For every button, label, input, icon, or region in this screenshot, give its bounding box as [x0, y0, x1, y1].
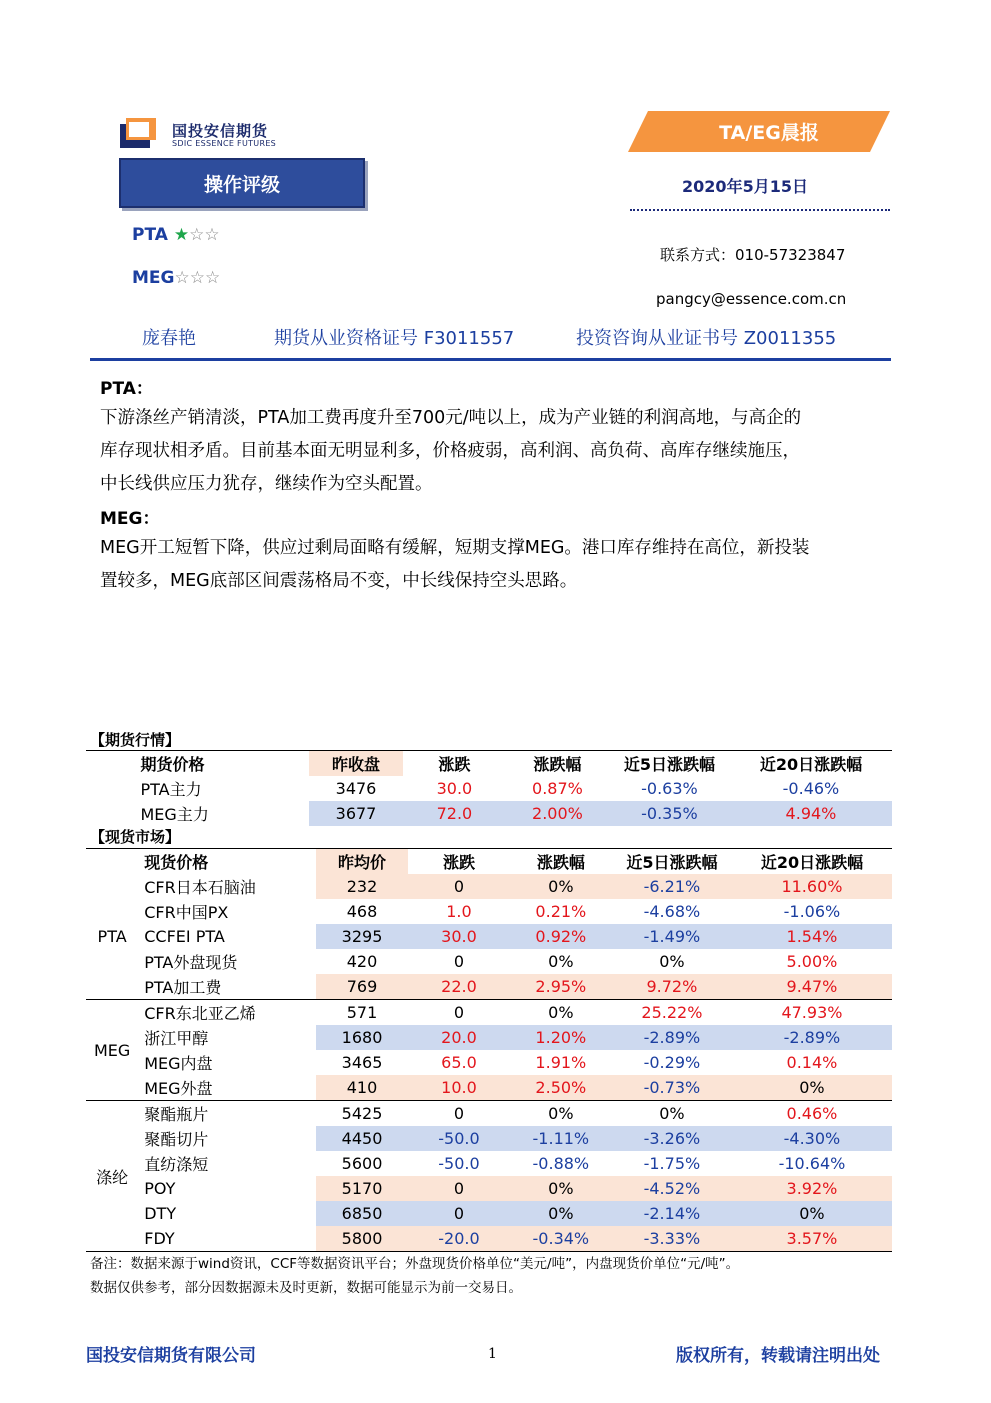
row-label: DTY: [144, 1204, 177, 1223]
value-cell: 9.72%: [612, 974, 732, 1000]
paragraph-line: MEG开工短暂下降，供应过剩局面略有缓解，短期支撑MEG。港口库存维持在高位，新投装: [100, 538, 810, 558]
column-header: 涨跌幅: [506, 751, 609, 777]
rating-meg-name: MEG: [132, 268, 175, 288]
value-cell: -2.14%: [612, 1201, 732, 1226]
table-header-row: [86, 751, 892, 777]
value-cell: 4450: [316, 1126, 408, 1151]
table-row: [86, 1126, 892, 1151]
category-label: 涤纶: [86, 1101, 138, 1252]
column-header: 涨跌: [408, 849, 510, 875]
value-cell: 0: [408, 1201, 510, 1226]
column-header: 涨跌幅: [510, 849, 612, 875]
spot-caption: 【现货市场】: [90, 828, 181, 846]
value-cell: 0.46%: [732, 1101, 892, 1127]
column-header: 涨跌: [403, 751, 506, 777]
value-cell: -3.33%: [612, 1226, 732, 1252]
value-cell: 3465: [341, 1053, 383, 1072]
column-header: 近5日涨跌幅: [609, 751, 730, 777]
table-header-row: [86, 849, 892, 875]
value-cell: 25.22%: [612, 1000, 732, 1026]
report-tag: [628, 111, 890, 152]
table-row: [86, 1075, 892, 1101]
row-label: FDY: [138, 1226, 316, 1252]
futures-table: [86, 750, 892, 826]
value-cell: 5425: [316, 1101, 408, 1127]
row-label: 直纺涤短: [144, 1155, 209, 1174]
table-row: [86, 1000, 892, 1026]
value-cell: 3677: [309, 801, 403, 826]
column-header: 近20日涨跌幅: [732, 849, 892, 875]
analyst-name: 庞春艳: [142, 328, 196, 349]
futures-caption: 【期货行情】: [90, 731, 181, 749]
value-cell: 232: [316, 874, 408, 899]
table-row: [86, 1151, 892, 1176]
column-header: 期货价格: [135, 751, 310, 777]
section-title-pta: PTA：: [100, 379, 153, 399]
value-cell: 2.95%: [510, 974, 612, 1000]
column-header: 现货价格: [138, 849, 316, 875]
report-tag-label: TA/EG晨报: [719, 122, 819, 144]
value-cell: -1.11%: [510, 1126, 612, 1151]
value-cell: 1680: [316, 1025, 408, 1050]
value-cell: 0%: [732, 1201, 892, 1226]
section-body-meg: [100, 532, 890, 598]
value-cell: 5.00%: [786, 952, 838, 971]
value-cell: 2.00%: [506, 801, 609, 826]
value-cell: 0: [408, 1101, 510, 1127]
value-cell: 3295: [316, 924, 408, 949]
value-cell: 2.50%: [510, 1075, 612, 1101]
row-label: CFR东北亚乙烯: [138, 1000, 316, 1026]
table-row: [86, 949, 892, 974]
value-cell: 769: [316, 974, 408, 1000]
value-cell: 0%: [510, 1176, 612, 1201]
value-cell: 0.87%: [532, 779, 583, 798]
contact-phone: 联系方式：010-57323847: [660, 246, 846, 264]
value-cell: 0: [408, 874, 510, 899]
table-row: [86, 801, 892, 826]
value-cell: 10.0: [408, 1075, 510, 1101]
value-cell: 1.91%: [535, 1053, 587, 1072]
value-cell: -2.89%: [732, 1025, 892, 1050]
rating-meg: [132, 268, 220, 288]
table-row: [86, 1101, 892, 1127]
value-cell: -2.89%: [612, 1025, 732, 1050]
logo-subtext: SDIC ESSENCE FUTURES: [172, 139, 277, 148]
value-cell: -3.26%: [612, 1126, 732, 1151]
value-cell: 3.92%: [732, 1176, 892, 1201]
rating-title-box: [119, 158, 365, 208]
value-cell: 72.0: [403, 801, 506, 826]
table-row: [86, 924, 892, 949]
header-blank: [86, 849, 138, 875]
value-cell: -10.64%: [778, 1154, 846, 1173]
note-line: 数据仅供参考，部分因数据源未及时更新，数据可能显示为前一交易日。: [90, 1280, 522, 1296]
category-blank: [86, 776, 135, 801]
table-row: [86, 874, 892, 899]
value-cell: -0.35%: [609, 801, 730, 826]
value-cell: -4.30%: [732, 1126, 892, 1151]
value-cell: -50.0: [438, 1154, 480, 1173]
value-cell: 0.92%: [510, 924, 612, 949]
footer-copyright: 版权所有，转载请注明出处: [676, 1346, 880, 1366]
value-cell: 30.0: [408, 924, 510, 949]
value-cell: 1.54%: [732, 924, 892, 949]
contact-email[interactable]: pangcy@essence.com.cn: [656, 290, 847, 308]
value-cell: 0%: [659, 952, 685, 971]
value-cell: 0: [408, 1176, 510, 1201]
value-cell: 4.94%: [730, 801, 892, 826]
table-row: [86, 1050, 892, 1075]
value-cell: -50.0: [408, 1126, 510, 1151]
value-cell: 0.21%: [535, 902, 587, 921]
table-row: [86, 1201, 892, 1226]
value-cell: -1.06%: [783, 902, 841, 921]
table-row: [86, 899, 892, 924]
row-label: POY: [144, 1179, 176, 1198]
row-label: PTA主力: [140, 780, 202, 799]
value-cell: 5170: [316, 1176, 408, 1201]
rating-title: 操作评级: [203, 173, 280, 196]
value-cell: 1.0: [446, 902, 472, 921]
section-body-pta: [100, 402, 890, 501]
star-empty-icon: ☆☆: [189, 225, 220, 245]
value-cell: 468: [346, 902, 378, 921]
row-label: CCFEI PTA: [144, 927, 225, 946]
section-title-meg: MEG：: [100, 509, 160, 529]
table-row: [86, 1176, 892, 1201]
value-cell: 0%: [510, 1101, 612, 1127]
value-cell: 6850: [316, 1201, 408, 1226]
table-row: [86, 1025, 892, 1050]
row-label: 聚酯切片: [144, 1130, 209, 1149]
value-cell: -0.34%: [510, 1226, 612, 1252]
paragraph-line: 中长线供应压力犹存，继续作为空头配置。: [100, 474, 433, 494]
row-label: MEG主力: [140, 805, 209, 824]
paragraph-line: 库存现状相矛盾。目前基本面无明显利多，价格疲弱，高利润、高负荷、高库存继续施压，: [100, 441, 800, 461]
value-cell: 0%: [510, 874, 612, 899]
value-cell: 5800: [316, 1226, 408, 1252]
footer-company: 国投安信期货有限公司: [86, 1346, 256, 1366]
notes: [90, 1252, 739, 1300]
value-cell: -0.88%: [532, 1154, 590, 1173]
star-filled-icon: ★: [173, 225, 190, 245]
value-cell: 1.20%: [510, 1025, 612, 1050]
value-cell: 3.57%: [732, 1226, 892, 1252]
value-cell: -0.73%: [612, 1075, 732, 1101]
row-label: MEG内盘: [144, 1054, 213, 1073]
table-row: [86, 974, 892, 1000]
column-header: 近5日涨跌幅: [612, 849, 732, 875]
value-cell: 0: [453, 952, 465, 971]
value-cell: 0%: [510, 1201, 612, 1226]
value-cell: 0.14%: [786, 1053, 838, 1072]
column-header: 近20日涨跌幅: [730, 751, 892, 777]
table-row: [86, 1226, 892, 1252]
value-cell: 571: [316, 1000, 408, 1026]
value-cell: -0.46%: [782, 779, 840, 798]
value-cell: 420: [346, 952, 378, 971]
value-cell: 3476: [335, 779, 377, 798]
value-cell: -0.29%: [643, 1053, 701, 1072]
value-cell: 65.0: [441, 1053, 477, 1072]
value-cell: 11.60%: [732, 874, 892, 899]
value-cell: 0%: [548, 952, 574, 971]
dotted-divider: [630, 209, 890, 211]
value-cell: 5600: [341, 1154, 383, 1173]
logo-mark-icon: [120, 118, 164, 148]
paragraph-line: 置较多，MEG底部区间震荡格局不变，中长线保持空头思路。: [100, 571, 578, 591]
value-cell: 0%: [612, 1101, 732, 1127]
report-date: 2020年5月15日: [682, 177, 808, 196]
column-header: 昨均价: [316, 849, 408, 875]
logo-text: 国投安信期货: [172, 122, 269, 140]
value-cell: -6.21%: [612, 874, 732, 899]
row-label: 浙江甲醇: [144, 1029, 209, 1048]
value-cell: 22.0: [408, 974, 510, 1000]
header-blank: [86, 751, 135, 777]
value-cell: 30.0: [436, 779, 473, 798]
table-row: [86, 776, 892, 801]
value-cell: 0%: [510, 1000, 612, 1026]
row-label: MEG外盘: [144, 1079, 213, 1098]
value-cell: 9.47%: [732, 974, 892, 1000]
value-cell: -20.0: [408, 1226, 510, 1252]
category-label: PTA: [86, 874, 138, 1000]
value-cell: -0.63%: [641, 779, 698, 798]
value-cell: 0%: [732, 1075, 892, 1101]
row-label: PTA加工费: [144, 978, 222, 997]
value-cell: 410: [316, 1075, 408, 1101]
futures-cert: 期货从业资格证号 F3011557: [274, 328, 515, 349]
column-header: 昨收盘: [309, 751, 403, 777]
category-blank: [86, 801, 135, 826]
row-label: 聚酯瓶片: [138, 1101, 316, 1127]
star-empty-icon: ☆☆☆: [174, 268, 221, 288]
page-number: 1: [488, 1346, 497, 1362]
header-divider: [90, 358, 891, 361]
value-cell: 20.0: [408, 1025, 510, 1050]
row-label: CFR日本石脑油: [144, 878, 256, 897]
rating-pta-name: PTA: [132, 225, 168, 245]
value-cell: -1.75%: [643, 1154, 701, 1173]
value-cell: 47.93%: [732, 1000, 892, 1026]
rating-pta: [132, 225, 220, 245]
paragraph-line: 下游涤丝产销清淡，PTA加工费再度升至700元/吨以上，成为产业链的利润高地，与高企的: [100, 408, 802, 428]
row-label: CFR中国PX: [144, 903, 229, 922]
spot-table: [86, 848, 892, 1252]
category-label: MEG: [86, 1000, 138, 1101]
value-cell: -4.52%: [612, 1176, 732, 1201]
value-cell: -4.68%: [643, 902, 701, 921]
note-line: 备注：数据来源于wind资讯，CCF等数据资讯平台；外盘现货价格单位“美元/吨”，内盘现货价单位“元/吨”。: [90, 1256, 740, 1272]
advisory-cert: 投资咨询从业证书号 Z0011355: [576, 328, 837, 349]
value-cell: 0: [408, 1000, 510, 1026]
value-cell: -1.49%: [612, 924, 732, 949]
row-label: PTA外盘现货: [144, 953, 238, 972]
